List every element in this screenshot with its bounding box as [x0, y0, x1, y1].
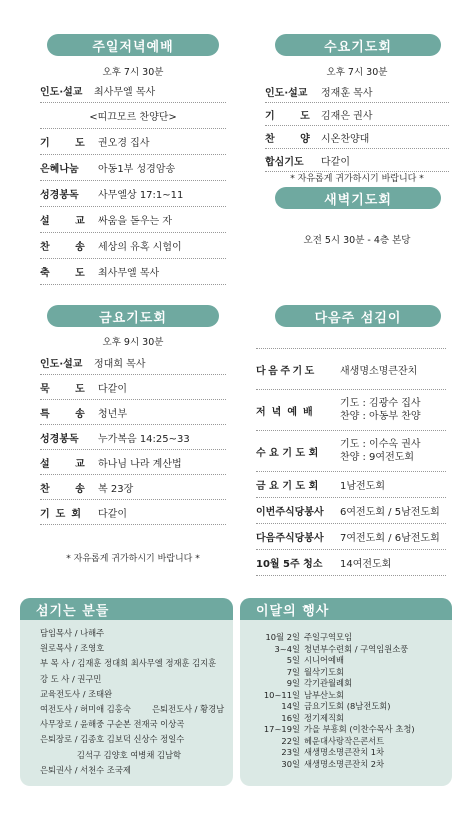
nextweek-row [256, 349, 446, 390]
row-value: 싸움을 돋우는 자 [98, 216, 172, 227]
event-item [252, 701, 448, 713]
row-label: 다음주식당봉사 [256, 533, 324, 544]
row-label: 수요기도회 [256, 447, 322, 459]
row-value: 새생명소명큰잔치 [340, 365, 418, 377]
row-label: 저녁예배 [256, 406, 319, 418]
sunday-rows [40, 78, 226, 285]
row-value: 누가복음 14:25~33 [98, 433, 190, 445]
row-value: 다같이 [321, 156, 350, 168]
wednesday-row [265, 103, 449, 126]
event-text: 시니어예배 [304, 655, 345, 665]
row-label: 합심기도 [265, 156, 304, 168]
row-value: 세상의 유혹 시험이 [98, 242, 182, 253]
row-label: 찬 양 [265, 133, 310, 145]
event-date: 10월 2일 [265, 632, 300, 642]
row-value: 6여전도회 / 5남전도회 [340, 507, 440, 518]
row-value [340, 438, 446, 464]
row-label: 기도회 [40, 508, 87, 520]
event-text: 남부산노회 [304, 689, 345, 700]
nextweek-row [256, 431, 446, 472]
nextweek-rows [256, 348, 446, 576]
row-value: 김재은 권사 [321, 110, 373, 122]
server-line: 사무장로 / 윤해중 구순본 전재국 이상곡 [40, 719, 185, 730]
wednesday-rows [265, 80, 449, 172]
row-value: 권오경 집사 [98, 138, 150, 149]
dawn-title: 새벽기도회 [275, 187, 441, 209]
event-text: 가을 부흥회 (이찬수목사 초청) [304, 724, 415, 734]
event-date: 30일 [281, 758, 300, 769]
event-item [252, 632, 448, 644]
event-item [252, 759, 448, 771]
row-label: 기 도 [265, 110, 310, 122]
sunday-row [40, 78, 226, 103]
sunday-row [40, 259, 226, 285]
event-item [252, 644, 448, 656]
event-item [252, 747, 448, 759]
row-value-line: 기도 : 김광수 집사 [340, 398, 421, 409]
event-date: 5일 [286, 655, 300, 665]
event-text: 월삭기도회 [304, 666, 345, 677]
nextweek-row [256, 498, 446, 524]
row-value: 정대희 목사 [94, 358, 146, 370]
friday-row [40, 500, 226, 525]
server-line: 원로목사 / 조영호 [40, 643, 105, 654]
event-item [252, 667, 448, 679]
event-text: 금요기도회 (8남전도회) [304, 701, 391, 711]
friday-row [40, 375, 226, 400]
sunday-row [40, 103, 226, 129]
friday-time: 오후 9시 30분 [102, 337, 164, 348]
wednesday-row [265, 149, 449, 172]
event-text: 각기관월례회 [304, 678, 353, 688]
nextweek-title: 다음주 섬김이 [275, 305, 441, 327]
row-value: 아동1부 성경암송 [98, 164, 176, 175]
server-line: 담임목사 / 나해주 [40, 628, 105, 638]
sunday-title: 주일저녁예배 [47, 34, 219, 56]
server-line: 강 도 사 / 권구민 [40, 673, 102, 684]
row-value: <띠끄모르 찬양단> [89, 112, 177, 123]
row-label: 설 교 [40, 216, 85, 227]
row-label: 인도·설교 [40, 358, 83, 370]
friday-rows [40, 350, 226, 525]
wednesday-time: 오후 7시 30분 [326, 67, 388, 78]
event-text: 청년부수련회 / 구역임원소풍 [304, 643, 409, 654]
row-value: 다같이 [98, 383, 127, 395]
row-value [340, 397, 446, 423]
sunday-row [40, 129, 226, 155]
sunday-row [40, 233, 226, 259]
wednesday-title: 수요기도회 [275, 34, 441, 56]
wednesday-row [265, 80, 449, 103]
row-value-line: 찬양 : 아동부 찬양 [340, 411, 421, 422]
event-text: 새생명소명큰잔치 1차 [304, 747, 385, 757]
row-label: 다음주기도 [256, 365, 317, 377]
event-item [252, 713, 448, 725]
row-label: 특 송 [40, 408, 85, 420]
friday-note: * 자유롭게 귀가하시기 바랍니다 * [66, 554, 200, 564]
wednesday-row [265, 126, 449, 149]
event-date: 16일 [281, 712, 300, 723]
row-value: 복 23장 [98, 483, 134, 495]
event-text: 새생명소명큰잔치 2차 [304, 758, 385, 769]
event-item [252, 736, 448, 748]
row-label: 인도·설교 [265, 87, 308, 99]
event-text: 주일구역모임 [304, 632, 353, 642]
nextweek-row [256, 550, 446, 576]
event-date: 10~11일 [263, 689, 300, 700]
nextweek-row [256, 524, 446, 550]
event-date: 17~19일 [263, 724, 300, 734]
friday-row [40, 400, 226, 425]
event-item [252, 724, 448, 736]
sunday-row [40, 155, 226, 181]
row-label: 설 교 [40, 458, 85, 470]
row-label: 묵 도 [40, 383, 85, 395]
row-label: 찬 송 [40, 242, 85, 253]
row-label: 은혜나눔 [40, 164, 79, 175]
row-value: 사무엘상 17:1~11 [98, 190, 184, 201]
server-line: 교육전도사 / 조태완 [40, 688, 113, 699]
sunday-time: 오후 7시 30분 [102, 67, 164, 78]
row-value: 하나님 나라 계산법 [98, 458, 182, 470]
server-line: 부 목 사 / 김재훈 정대희 최사무엘 정재훈 김지훈 [40, 658, 217, 669]
row-label: 금요기도회 [256, 481, 322, 492]
friday-row [40, 450, 226, 475]
nextweek-row [256, 472, 446, 498]
friday-row [40, 350, 226, 375]
row-value: 정재훈 목사 [321, 87, 373, 99]
row-label: 10월 5주 청소 [256, 559, 323, 570]
event-date: 22일 [281, 735, 300, 746]
event-text: 헤운대사랑작은콘서트 [304, 735, 385, 746]
event-date: 14일 [281, 701, 300, 711]
row-value: 14여전도회 [340, 559, 392, 570]
events-list [252, 632, 448, 770]
row-value: 최사무엘 목사 [98, 268, 160, 279]
row-label: 성경봉독 [40, 190, 79, 201]
row-value-line: 기도 : 이수옥 권사 [340, 439, 421, 450]
event-item [252, 655, 448, 667]
row-value: 7여전도회 / 6남전도회 [340, 533, 440, 544]
events-title: 이달의 행사 [240, 598, 452, 620]
server-line: 은퇴장로 / 김종호 김보덕 신상수 정일수 [40, 734, 185, 745]
row-value: 다같이 [98, 508, 127, 520]
event-date: 9일 [286, 678, 300, 688]
row-value: 1남전도회 [340, 481, 386, 492]
row-label: 축 도 [40, 268, 85, 279]
servers-list [40, 626, 230, 778]
friday-row [40, 425, 226, 450]
event-date: 7일 [286, 666, 300, 677]
row-label: 성경봉독 [40, 433, 79, 445]
server-line: 김석구 김양호 여병채 김남학 [40, 749, 182, 760]
event-item [252, 678, 448, 690]
row-value: 청년부 [98, 408, 127, 420]
row-label: 기 도 [40, 138, 85, 149]
friday-row [40, 475, 226, 500]
sunday-row [40, 181, 226, 207]
dawn-time: 오전 5시 30분 - 4층 본당 [303, 235, 411, 246]
row-label: 인도·설교 [40, 86, 83, 98]
event-item [252, 690, 448, 702]
row-value-line: 찬양 : 9여전도회 [340, 452, 415, 463]
row-value: 최사무엘 목사 [94, 86, 156, 98]
sunday-row [40, 207, 226, 233]
server-line: 여전도사 / 허미애 김홍숙 은퇴전도사 / 황경남 [40, 703, 225, 714]
friday-title: 금요기도회 [47, 305, 219, 327]
nextweek-row [256, 390, 446, 431]
event-text: 정기제직회 [304, 712, 345, 723]
event-date: 23일 [281, 747, 300, 757]
row-label: 이번주식당봉사 [256, 507, 324, 518]
event-date: 3~4일 [274, 643, 300, 654]
server-line: 은퇴권사 / 서천수 조국제 [40, 764, 131, 775]
row-value: 시온찬양대 [321, 133, 370, 145]
row-label: 찬 송 [40, 483, 85, 495]
wednesday-note: * 자유롭게 귀가하시기 바랍니다 * [290, 174, 424, 184]
servers-title: 섬기는 분들 [20, 598, 233, 620]
